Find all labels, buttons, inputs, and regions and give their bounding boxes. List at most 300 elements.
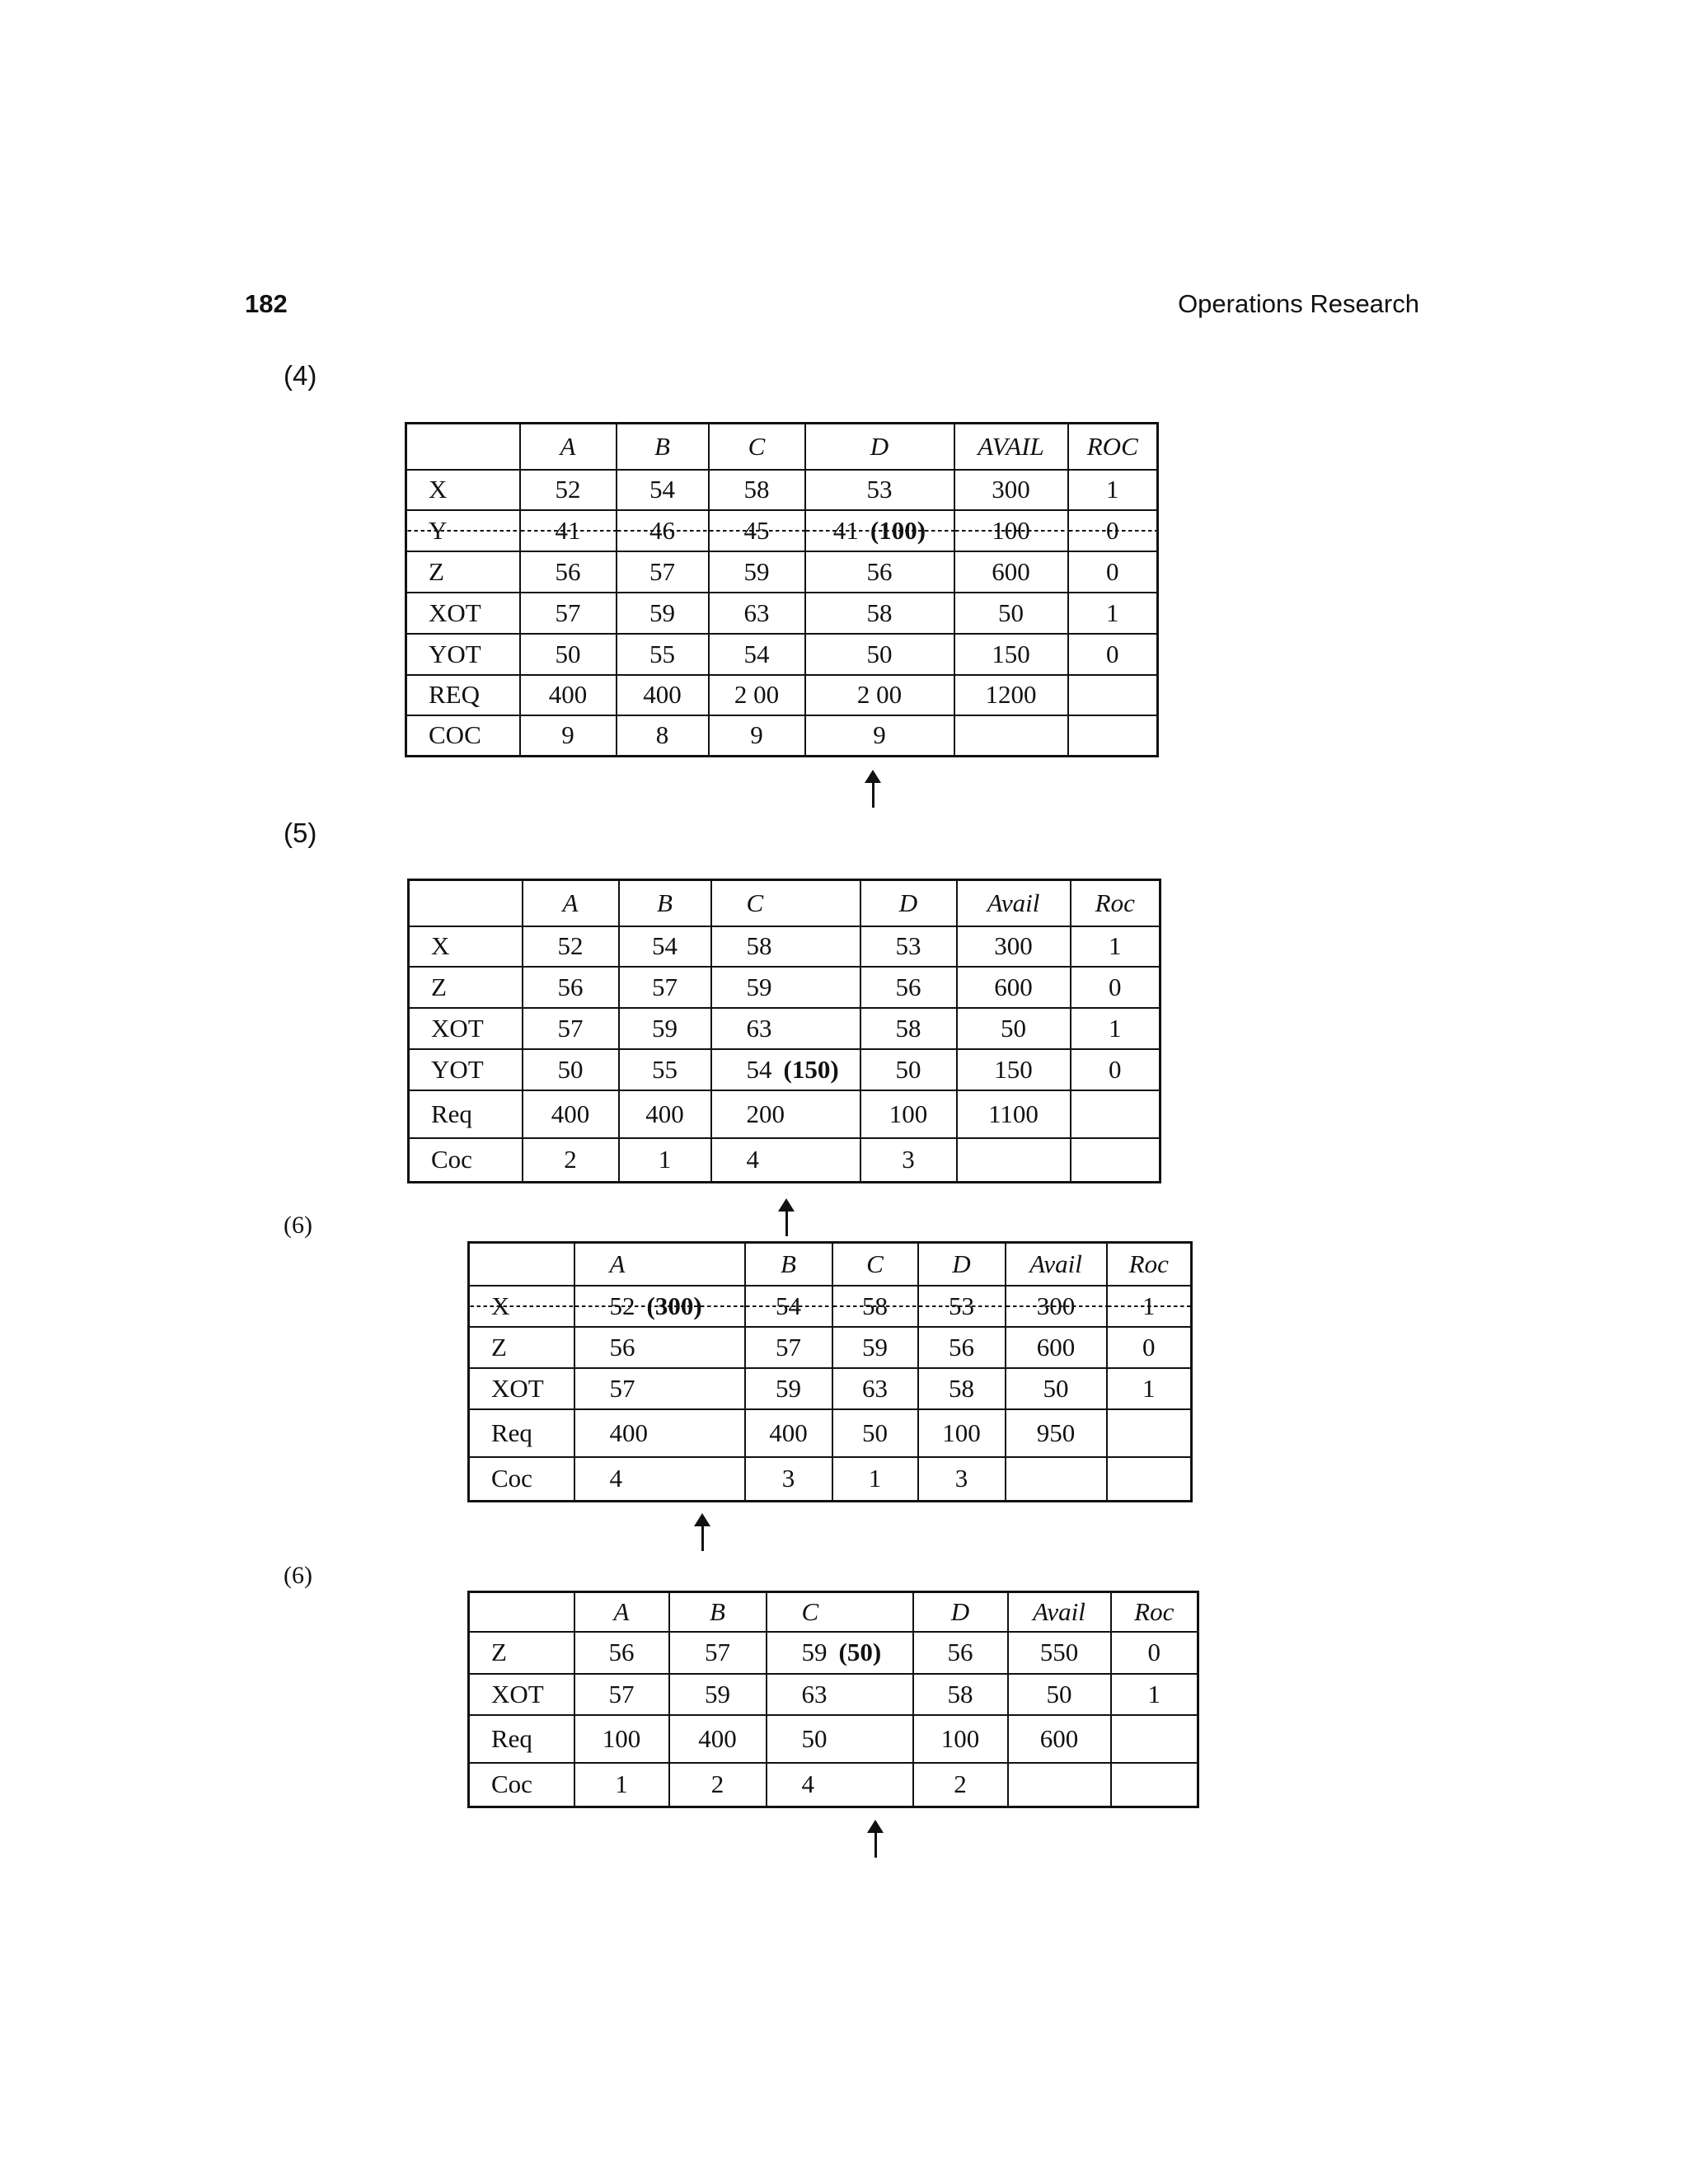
table-cell (1068, 715, 1158, 757)
table-cell (1111, 1674, 1198, 1715)
cell-value: 0 (1147, 1638, 1160, 1666)
table-cell (574, 1715, 669, 1763)
table-cell (805, 634, 954, 675)
table-cell (1071, 1008, 1160, 1049)
table-row (409, 1090, 1160, 1138)
table-cell (1068, 510, 1158, 551)
column-header: Avail (1008, 1592, 1111, 1632)
cell-value: 55 (652, 1054, 678, 1084)
table-cell (957, 967, 1071, 1008)
cell-value: 50 (998, 598, 1024, 627)
cell-value: 3 (954, 1464, 968, 1493)
cell-value: 600 (1039, 1723, 1079, 1753)
table-cell (767, 1715, 913, 1763)
table-cell (805, 593, 954, 634)
table-cell (617, 634, 709, 675)
table-row (469, 1327, 1192, 1368)
table-cell (709, 510, 805, 551)
table-cell (669, 1632, 767, 1674)
cell-value: COC (429, 720, 481, 750)
table-cell (1068, 675, 1158, 715)
entering-column-arrow-icon (865, 770, 881, 808)
cell-value: 45 (743, 515, 770, 545)
cell-value: 52 (557, 931, 584, 960)
transportation-table-step-5 (407, 879, 1161, 1183)
cell-value: Z (491, 1638, 507, 1666)
column-header: Avail (957, 880, 1071, 926)
column-header: A (520, 424, 617, 470)
table-cell (619, 1090, 711, 1138)
table-cell (574, 1368, 745, 1409)
cell-value: 59 (743, 556, 770, 586)
table-cell (711, 1090, 860, 1138)
table-cell (520, 634, 617, 675)
table-row (406, 675, 1158, 715)
column-header: Roc (1111, 1592, 1198, 1632)
table-cell (709, 715, 805, 757)
table-cell (832, 1409, 918, 1457)
cell-value: 1 (1147, 1679, 1160, 1708)
table-cell (617, 551, 709, 593)
table-cell (805, 510, 954, 551)
table-cell (617, 715, 709, 757)
table-cell (709, 675, 805, 715)
cell-value: 57 (557, 1013, 584, 1043)
table-cell (523, 1138, 619, 1183)
column-header: AVAIL (954, 424, 1068, 470)
cell-value: 52 (609, 1291, 635, 1320)
step-label-4: (4) (284, 360, 317, 391)
cell-value: 2 00 (734, 680, 780, 709)
cell-value: 0 (1109, 1054, 1122, 1084)
cell-value: 56 (895, 972, 921, 1001)
cell-value: 58 (947, 1679, 973, 1708)
cell-value: 300 (994, 931, 1033, 960)
table-cell (745, 1409, 832, 1457)
row-label (406, 593, 520, 634)
table-cell (1008, 1632, 1111, 1674)
row-label (409, 967, 523, 1008)
column-header: D (805, 424, 954, 470)
table-row (409, 1138, 1160, 1183)
row-label (469, 1409, 574, 1457)
table-cell (1008, 1763, 1111, 1807)
cell-value: 600 (992, 556, 1030, 586)
column-header: C (767, 1592, 913, 1632)
row-label (406, 634, 520, 675)
cell-value: 50 (866, 639, 893, 668)
table-cell (918, 1457, 1006, 1502)
table-cell (1068, 593, 1158, 634)
table-row (469, 1409, 1192, 1457)
cell-value: 400 (698, 1723, 737, 1753)
cell-value: 50 (1043, 1373, 1069, 1403)
cell-value: 4 (801, 1769, 814, 1799)
cell-value: 41 (555, 515, 581, 545)
table-cell (520, 675, 617, 715)
cell-value: 57 (555, 598, 581, 627)
cell-value: XOT (431, 1013, 484, 1043)
table-cell (860, 1049, 957, 1090)
table-row (409, 926, 1160, 967)
cell-value: 56 (866, 556, 893, 586)
cell-value: 2 (710, 1769, 724, 1799)
cell-value: 550 (1039, 1638, 1079, 1666)
cell-value: 50 (862, 1418, 888, 1447)
step-label-6b: (6) (284, 1562, 312, 1589)
cell-value: 54 (776, 1291, 801, 1320)
cell-value: X (431, 931, 450, 960)
table-cell (745, 1368, 832, 1409)
column-header: A (523, 880, 619, 926)
cell-value: 300 (992, 475, 1030, 504)
cell-value: 63 (746, 1013, 772, 1043)
cell-value: 1 (1109, 1013, 1122, 1043)
table-cell (957, 1138, 1071, 1183)
column-header: B (619, 880, 711, 926)
table-cell (860, 926, 957, 967)
table-cell (711, 926, 860, 967)
table-cell (1006, 1409, 1107, 1457)
table-cell (913, 1674, 1008, 1715)
cell-value: 55 (649, 639, 675, 668)
table-cell (523, 1049, 619, 1090)
table-row (409, 967, 1160, 1008)
entering-column-arrow-icon (778, 1198, 795, 1236)
table-cell (860, 967, 957, 1008)
table-cell (709, 634, 805, 675)
table-cell (1006, 1327, 1107, 1368)
cell-value: 54 (649, 475, 675, 504)
table-cell (805, 675, 954, 715)
table-cell (832, 1368, 918, 1409)
table-cell (709, 551, 805, 593)
row-label (469, 1763, 574, 1807)
table-cell (1111, 1763, 1198, 1807)
table-cell (860, 1008, 957, 1049)
cell-value: 59 (649, 598, 675, 627)
cell-value: 59 (862, 1332, 888, 1361)
allocation-value: (150) (783, 1054, 839, 1084)
table-cell (805, 715, 954, 757)
cell-value: 56 (947, 1638, 973, 1666)
page-number: 182 (245, 289, 288, 318)
cell-value: XOT (429, 598, 481, 627)
table-cell (617, 675, 709, 715)
allocation-value: (50) (838, 1638, 882, 1666)
cell-value: 56 (557, 972, 584, 1001)
cell-value: 300 (1036, 1291, 1076, 1320)
table-cell (767, 1632, 913, 1674)
row-label (469, 1327, 574, 1368)
cell-value: 9 (561, 720, 574, 750)
cell-value: 8 (655, 720, 669, 750)
cell-value: 50 (1046, 1679, 1072, 1708)
table-cell (913, 1632, 1008, 1674)
table-cell (913, 1763, 1008, 1807)
cell-value: 100 (602, 1723, 641, 1753)
table-cell (860, 1138, 957, 1183)
table-cell (574, 1632, 669, 1674)
table-cell (574, 1674, 669, 1715)
table-cell (1071, 1090, 1160, 1138)
table-cell (954, 510, 1068, 551)
row-label (469, 1457, 574, 1502)
table-cell (1008, 1674, 1111, 1715)
row-label (406, 551, 520, 593)
table-cell (1006, 1457, 1107, 1502)
cell-value: 50 (895, 1054, 921, 1084)
cell-value: 3 (902, 1145, 915, 1174)
cell-value: Req (491, 1418, 532, 1447)
table-cell (619, 926, 711, 967)
table-cell (957, 926, 1071, 967)
cell-value: 2 (564, 1145, 577, 1174)
cell-value: 0 (1106, 556, 1119, 586)
cell-value: 1200 (985, 680, 1037, 709)
cell-value: Coc (491, 1464, 532, 1493)
row-label (409, 1090, 523, 1138)
cell-value: 54 (746, 1054, 772, 1084)
table-cell (745, 1286, 832, 1327)
cell-value: 59 (776, 1373, 801, 1403)
cell-value: 50 (1001, 1013, 1026, 1043)
cell-value: 0 (1109, 972, 1122, 1001)
table-row (469, 1763, 1198, 1807)
table-cell (860, 1090, 957, 1138)
table-cell (617, 510, 709, 551)
table-cell (918, 1327, 1006, 1368)
table-cell (619, 1138, 711, 1183)
table-cell (669, 1763, 767, 1807)
table-cell (767, 1674, 913, 1715)
table-cell (1071, 1138, 1160, 1183)
allocation-value: (300) (646, 1291, 702, 1320)
table-cell (574, 1457, 745, 1502)
table-row-eliminated (406, 510, 1158, 551)
cell-value: 100 (940, 1723, 980, 1753)
cell-value: 0 (1106, 515, 1119, 545)
row-label (409, 1008, 523, 1049)
cell-value: 400 (645, 1099, 684, 1128)
table-row (469, 1368, 1192, 1409)
cell-value: 57 (652, 972, 678, 1001)
header-corner-cell (469, 1592, 574, 1632)
cell-value: 57 (649, 556, 675, 586)
cell-value: 2 00 (856, 680, 903, 709)
allocation-value: (100) (870, 515, 926, 545)
table-cell (1008, 1715, 1111, 1763)
table-row (406, 634, 1158, 675)
table-cell (1111, 1632, 1198, 1674)
cell-value: 46 (649, 515, 675, 545)
row-label (406, 510, 520, 551)
column-header: D (918, 1243, 1006, 1286)
table-cell (1071, 1049, 1160, 1090)
cell-value: 1 (658, 1145, 672, 1174)
column-header: Avail (1006, 1243, 1107, 1286)
table-cell (1006, 1368, 1107, 1409)
cell-value: 58 (949, 1373, 974, 1403)
table-row (406, 715, 1158, 757)
table-cell (669, 1674, 767, 1715)
table-cell (957, 1008, 1071, 1049)
cell-value: 58 (895, 1013, 921, 1043)
transportation-table-step-4 (405, 422, 1159, 757)
table-cell (805, 470, 954, 510)
column-header: C (711, 880, 860, 926)
header-corner-cell (469, 1243, 574, 1286)
table-cell (520, 470, 617, 510)
table-cell (1071, 967, 1160, 1008)
cell-value: 0 (1106, 639, 1119, 668)
row-label (469, 1674, 574, 1715)
cell-value: 1 (1142, 1373, 1156, 1403)
table-cell (954, 715, 1068, 757)
cell-value: 1 (615, 1769, 628, 1799)
table-cell (669, 1715, 767, 1763)
table-cell (619, 967, 711, 1008)
cell-value: 4 (746, 1145, 759, 1174)
table-row-eliminated (469, 1286, 1192, 1327)
column-header: D (913, 1592, 1008, 1632)
transportation-table-step-6a (467, 1241, 1193, 1502)
table-row (469, 1457, 1192, 1502)
table-cell (1107, 1409, 1192, 1457)
table-cell (711, 1008, 860, 1049)
cell-value: 58 (862, 1291, 888, 1320)
table-cell (574, 1286, 745, 1327)
cell-value: 9 (750, 720, 763, 750)
table-cell (1107, 1327, 1192, 1368)
table-cell (913, 1715, 1008, 1763)
transportation-table-step-6b (467, 1591, 1199, 1808)
cell-value: 1 (1142, 1291, 1156, 1320)
table-row (409, 1008, 1160, 1049)
cell-value: Coc (431, 1145, 472, 1174)
column-header: Roc (1107, 1243, 1192, 1286)
table-cell (1071, 926, 1160, 967)
cell-value: Req (431, 1099, 472, 1128)
cell-value: 400 (769, 1418, 808, 1447)
cell-value: 0 (1142, 1332, 1156, 1361)
cell-value: 400 (643, 680, 682, 709)
cell-value: Z (431, 972, 447, 1001)
cell-value: 100 (992, 515, 1030, 545)
cell-value: 58 (743, 475, 770, 504)
column-header: A (574, 1592, 669, 1632)
cell-value: Z (429, 556, 444, 586)
cell-value: 50 (555, 639, 581, 668)
cell-value: 150 (992, 639, 1030, 668)
entering-column-arrow-icon (694, 1513, 710, 1551)
column-header: D (860, 880, 957, 926)
row-label (406, 715, 520, 757)
running-title: Operations Research (1178, 289, 1419, 318)
cell-value: 53 (949, 1291, 974, 1320)
cell-value: 59 (746, 972, 772, 1001)
cell-value: YOT (429, 639, 481, 668)
cell-value: 3 (781, 1464, 795, 1493)
cell-value: XOT (491, 1679, 544, 1708)
cell-value: 59 (705, 1679, 730, 1708)
cell-value: 63 (862, 1373, 888, 1403)
table-cell (520, 593, 617, 634)
cell-value: 59 (652, 1013, 678, 1043)
cell-value: 57 (776, 1332, 801, 1361)
cell-value: 9 (873, 720, 886, 750)
row-label (409, 1138, 523, 1183)
table-cell (1107, 1286, 1192, 1327)
table-cell (1068, 551, 1158, 593)
table-cell (1068, 634, 1158, 675)
table-cell (619, 1008, 711, 1049)
cell-value: 53 (895, 931, 921, 960)
cell-value: 63 (743, 598, 770, 627)
cell-value: Req (491, 1723, 532, 1753)
cell-value: 56 (609, 1332, 635, 1361)
table-cell (1068, 470, 1158, 510)
table-cell (954, 593, 1068, 634)
step-label-6a: (6) (284, 1212, 312, 1239)
table-cell (711, 967, 860, 1008)
table-cell (954, 675, 1068, 715)
table-cell (709, 593, 805, 634)
cell-value: X (429, 475, 448, 504)
step-label-5: (5) (284, 818, 317, 848)
cell-value: 950 (1036, 1418, 1076, 1447)
row-label (409, 1049, 523, 1090)
cell-value: 400 (609, 1418, 648, 1447)
cell-value: 57 (705, 1638, 730, 1666)
table-cell (832, 1457, 918, 1502)
cell-value: 54 (652, 931, 678, 960)
table-cell (1107, 1457, 1192, 1502)
cell-value: 50 (557, 1054, 584, 1084)
column-header: B (669, 1592, 767, 1632)
table-cell (805, 551, 954, 593)
row-label (409, 926, 523, 967)
row-label (406, 470, 520, 510)
table-cell (767, 1763, 913, 1807)
table-cell (523, 926, 619, 967)
table-cell (574, 1327, 745, 1368)
table-cell (523, 1008, 619, 1049)
table-cell (520, 551, 617, 593)
cell-value: 2 (954, 1769, 967, 1799)
column-header: Roc (1071, 880, 1160, 926)
table-cell (954, 551, 1068, 593)
cell-value: YOT (431, 1054, 484, 1084)
table-row (406, 593, 1158, 634)
cell-value: XOT (491, 1373, 544, 1403)
cell-value: 50 (801, 1723, 828, 1753)
cell-value: 1 (1106, 598, 1119, 627)
table-cell (1107, 1368, 1192, 1409)
cell-value: 600 (994, 972, 1033, 1001)
cell-value: 200 (746, 1099, 785, 1128)
table-cell (520, 510, 617, 551)
cell-value: X (491, 1291, 510, 1320)
row-label (406, 675, 520, 715)
cell-value: REQ (429, 680, 480, 709)
table-cell (745, 1457, 832, 1502)
table-cell (745, 1327, 832, 1368)
cell-value: 400 (548, 680, 588, 709)
cell-value: 100 (889, 1099, 928, 1128)
cell-value: 4 (609, 1464, 622, 1493)
cell-value: 600 (1036, 1332, 1076, 1361)
